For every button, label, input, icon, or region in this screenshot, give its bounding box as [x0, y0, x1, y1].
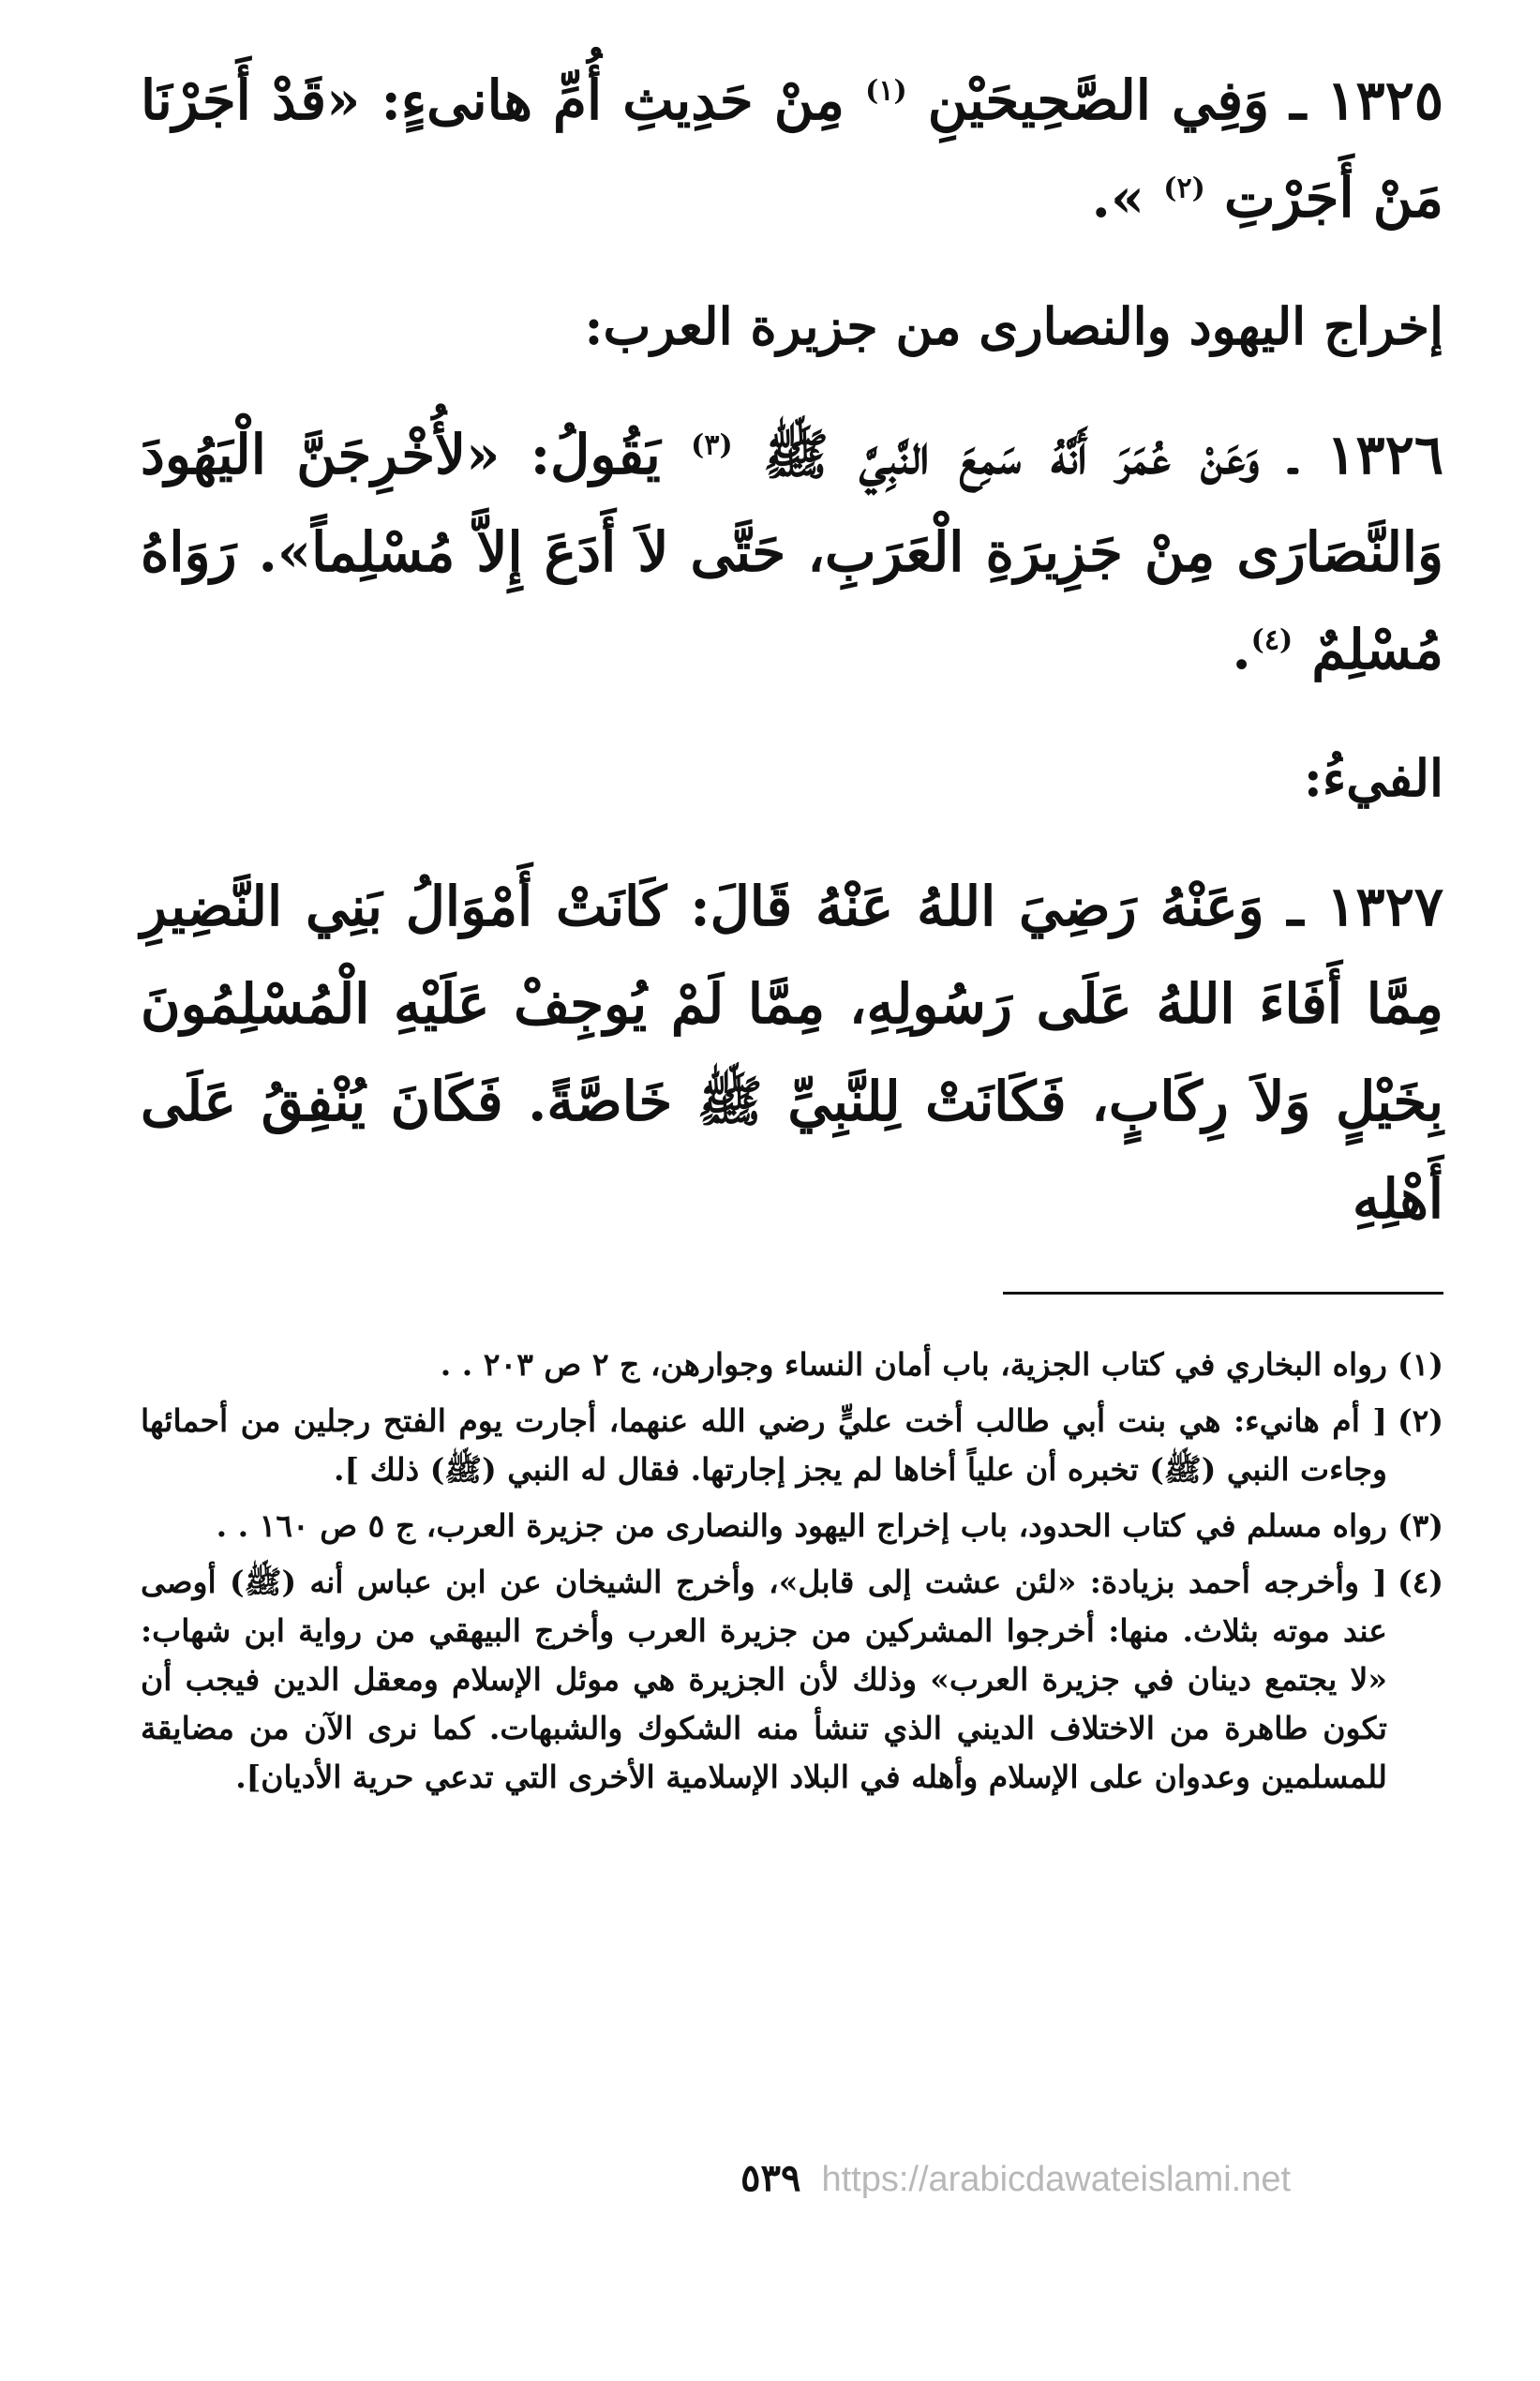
- page-body: [141, 52, 1443, 1285]
- paragraph-1326: [141, 406, 1443, 698]
- footnote-ref: (٤): [1250, 623, 1293, 657]
- watermark-url: https://arabicdawateislami.net: [821, 2160, 1292, 2199]
- footnote-number: (٣): [1398, 1507, 1443, 1544]
- footnote-number: (٤): [1398, 1564, 1443, 1600]
- paragraph-text: ـ وَعَنْهُ رَضِيَ اللهُ عَنْهُ قَالَ: كَانَتْ أَمْوَالُ بَنِي النَّضِيرِ مِمَّا أَفَاءَ اللهُ عَلَى رَسُولِهِ، مِمَّا لَمْ يُوجِفْ عَلَيْهِ الْمُسْلِمُونَ بِخَيْلٍ وَلاَ رِكَابٍ، فَكَانَتْ لِلنَّبِيِّ ﷺ خَاصَّةً. فَكَانَ يُنْفِقُ عَلَى أَهْلِهِ: [141, 875, 1443, 1231]
- hadith-number: ١٣٢٦: [1326, 423, 1443, 487]
- paragraph-1325: [141, 52, 1443, 247]
- footnote-text: رواه البخاري في كتاب الجزية، باب أمان النساء وجوارهن، ج ٢ ص ٢٠٣ . .: [440, 1346, 1387, 1383]
- footnote-divider: [1003, 1292, 1443, 1295]
- footnote-item: [141, 1340, 1443, 1389]
- section-heading-fay: الفيءُ:: [1303, 748, 1443, 808]
- footnote-text: [ أم هانيء: هي بنت أبي طالب أخت عليٍّ رضي الله عنهما، أجارت يوم الفتح رجلين من أحمائها وجاءت النبي (ﷺ) تخبره أن علياً أخاها لم يجز إجارتها. فقال له النبي (ﷺ) ذلك ].: [141, 1402, 1387, 1488]
- footnote-number: (١): [1398, 1346, 1443, 1383]
- footnote-item: [141, 1558, 1443, 1802]
- paragraph-text: .: [1232, 618, 1251, 681]
- paragraph-text: ».: [1091, 166, 1164, 230]
- footnote-ref: (١): [865, 74, 907, 108]
- page-number: ٥٣٩: [740, 2156, 801, 2200]
- hadith-number: ١٣٢٥: [1326, 68, 1443, 132]
- paragraph-text: مِنْ حَدِيثِ أُمِّ هانىءٍ: «قَدْ أَجَرْنَا مَنْ أَجَرْتِ: [141, 68, 1443, 230]
- footnote-ref: (٣): [691, 428, 733, 462]
- section-heading-expulsion: إخراج اليهود والنصارى من جزيرة العرب:: [584, 296, 1443, 356]
- footnote-item: [141, 1397, 1443, 1494]
- footnote-item: [141, 1502, 1443, 1550]
- footnote-ref: (٢): [1163, 172, 1205, 205]
- footnotes-section: [141, 1340, 1443, 1809]
- paragraph-text: ـ وَفِي الصَّحِيحَيْنِ: [927, 68, 1327, 132]
- paragraph-text: ـ وَعَنْ عُمَرَ أَنَّهُ سَمِعَ النَّبِيَّ ﷺ: [763, 423, 1327, 487]
- page-footer: [740, 2156, 1291, 2200]
- footnote-text: [ وأخرجه أحمد بزيادة: «لئن عشت إلى قابل»، وأخرج الشيخان عن ابن عباس أنه (ﷺ) أوصى عند موته بثلاث. منها: أخرجوا المشركين من جزيرة العرب وأخرج البيهقي من رواية ابن شهاب: «لا يجتمع دينان في جزيرة العرب» وذلك لأن الجزيرة هي موئل الإسلام ومعقل الدين فيجب أن تكون طاهرة من الاختلاف الديني الذي تنشأ منه الشكوك والشبهات. كما نرى الآن من مضايقة للمسلمين وعدوان على الإسلام وأهله في البلاد الإسلامية الأخرى التي تدعي حرية الأديان].: [141, 1564, 1387, 1795]
- footnote-text: رواه مسلم في كتاب الحدود، باب إخراج اليهود والنصارى من جزيرة العرب، ج ٥ ص ١٦٠ . .: [216, 1507, 1387, 1544]
- paragraph-text: يَقُولُ: «لأُخْرِجَنَّ الْيَهُودَ وَالنَّصَارَى مِنْ جَزِيرَةِ الْعَرَبِ، حَتَّى لاَ أَدَعَ إِلاَّ مُسْلِماً». رَوَاهُ مُسْلِمٌ: [141, 423, 1443, 681]
- hadith-number: ١٣٢٧: [1326, 875, 1443, 938]
- footnote-number: (٢): [1398, 1402, 1443, 1439]
- paragraph-1327: [141, 858, 1443, 1248]
